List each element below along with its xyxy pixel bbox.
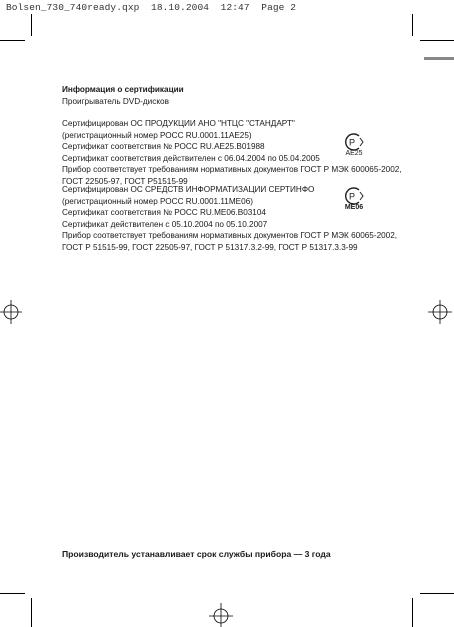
registration-mark-right: [428, 300, 452, 324]
certification-heading-block: [62, 84, 402, 107]
crop-mark-top-right: [412, 14, 413, 36]
crop-mark-bottom-right-h: [420, 593, 454, 594]
certification-mark-2: [340, 186, 368, 216]
crop-mark-bottom-left: [31, 598, 32, 627]
registration-mark-left: [0, 300, 22, 324]
cert2-line: Сертификат соответствия № РОСС RU.ME06.B03104: [62, 208, 266, 218]
cert1-line: (регистрационный номер РОСС RU.0001.11АЕ25): [62, 130, 252, 140]
cert2-mark-code: ME06: [344, 204, 364, 211]
print-slug: [6, 2, 296, 13]
slug-page: Page 2: [261, 2, 297, 13]
svg-text:Р: Р: [349, 191, 356, 202]
crop-mark-bottom-right: [412, 598, 413, 627]
cert1-line: ГОСТ 22505-97, ГОСТ Р51515-99: [62, 176, 188, 186]
service-life-statement: Производитель устанавливает срок службы прибора — 3 года: [62, 549, 331, 559]
crop-mark-top-right-h: [420, 40, 454, 41]
cert1-line: Сертифицирован ОС ПРОДУКЦИИ АНО "НТЦС "СТАНДАРТ": [62, 119, 295, 128]
certification-mark-1: [340, 132, 368, 162]
slug-time: 12:47: [220, 2, 250, 13]
cert2-line: Сертификат действителен с 05.10.2004 по 05.10.2007: [62, 219, 268, 229]
cert1-mark-code: АЕ25: [345, 150, 363, 157]
slug-date: 18.10.2004: [151, 2, 210, 13]
svg-text:Р: Р: [349, 137, 356, 148]
pct-conformity-mark-icon: [340, 132, 368, 152]
section-heading: Информация о сертификации: [62, 85, 184, 94]
slug-file: Bolsen_730_740ready.qxp: [6, 2, 140, 13]
crop-mark-top-left: [31, 14, 32, 36]
crop-mark-top-left-h: [0, 40, 25, 41]
cert2-line: (регистрационный номер РОСС RU.0001.11МЕ06): [62, 196, 253, 206]
cert2-line: ГОСТ Р 51515-99, ГОСТ 22505-97, ГОСТ Р 51317.3.2-99, ГОСТ Р 51317.3.3-99: [62, 242, 358, 252]
section-subheading: Проигрыватель DVD-дисков: [62, 96, 169, 106]
cert1-line: Прибор соответствует требованиям нормативных документов ГОСТ Р МЭК 600065-2002,: [62, 165, 402, 175]
cert1-line: Сертификат соответствия действителен с 06.04.2004 по 05.04.2005: [62, 153, 320, 163]
cert1-line: Сертификат соответствия № РОСС RU.AE25.B01988: [62, 142, 265, 152]
crop-mark-bottom-left-h: [0, 593, 25, 594]
registration-mark-bottom: [209, 603, 233, 627]
page-tab-marker: [424, 57, 454, 60]
cert2-line: Прибор соответствует требованиям нормативных документов ГОСТ Р МЭК 60065-2002,: [62, 231, 398, 241]
cert2-line: Сертифицирован ОС СРЕДСТВ ИНФОРМАТИЗАЦИИ СЕРТИНФО: [62, 185, 315, 194]
pct-conformity-mark-icon: [340, 186, 368, 206]
